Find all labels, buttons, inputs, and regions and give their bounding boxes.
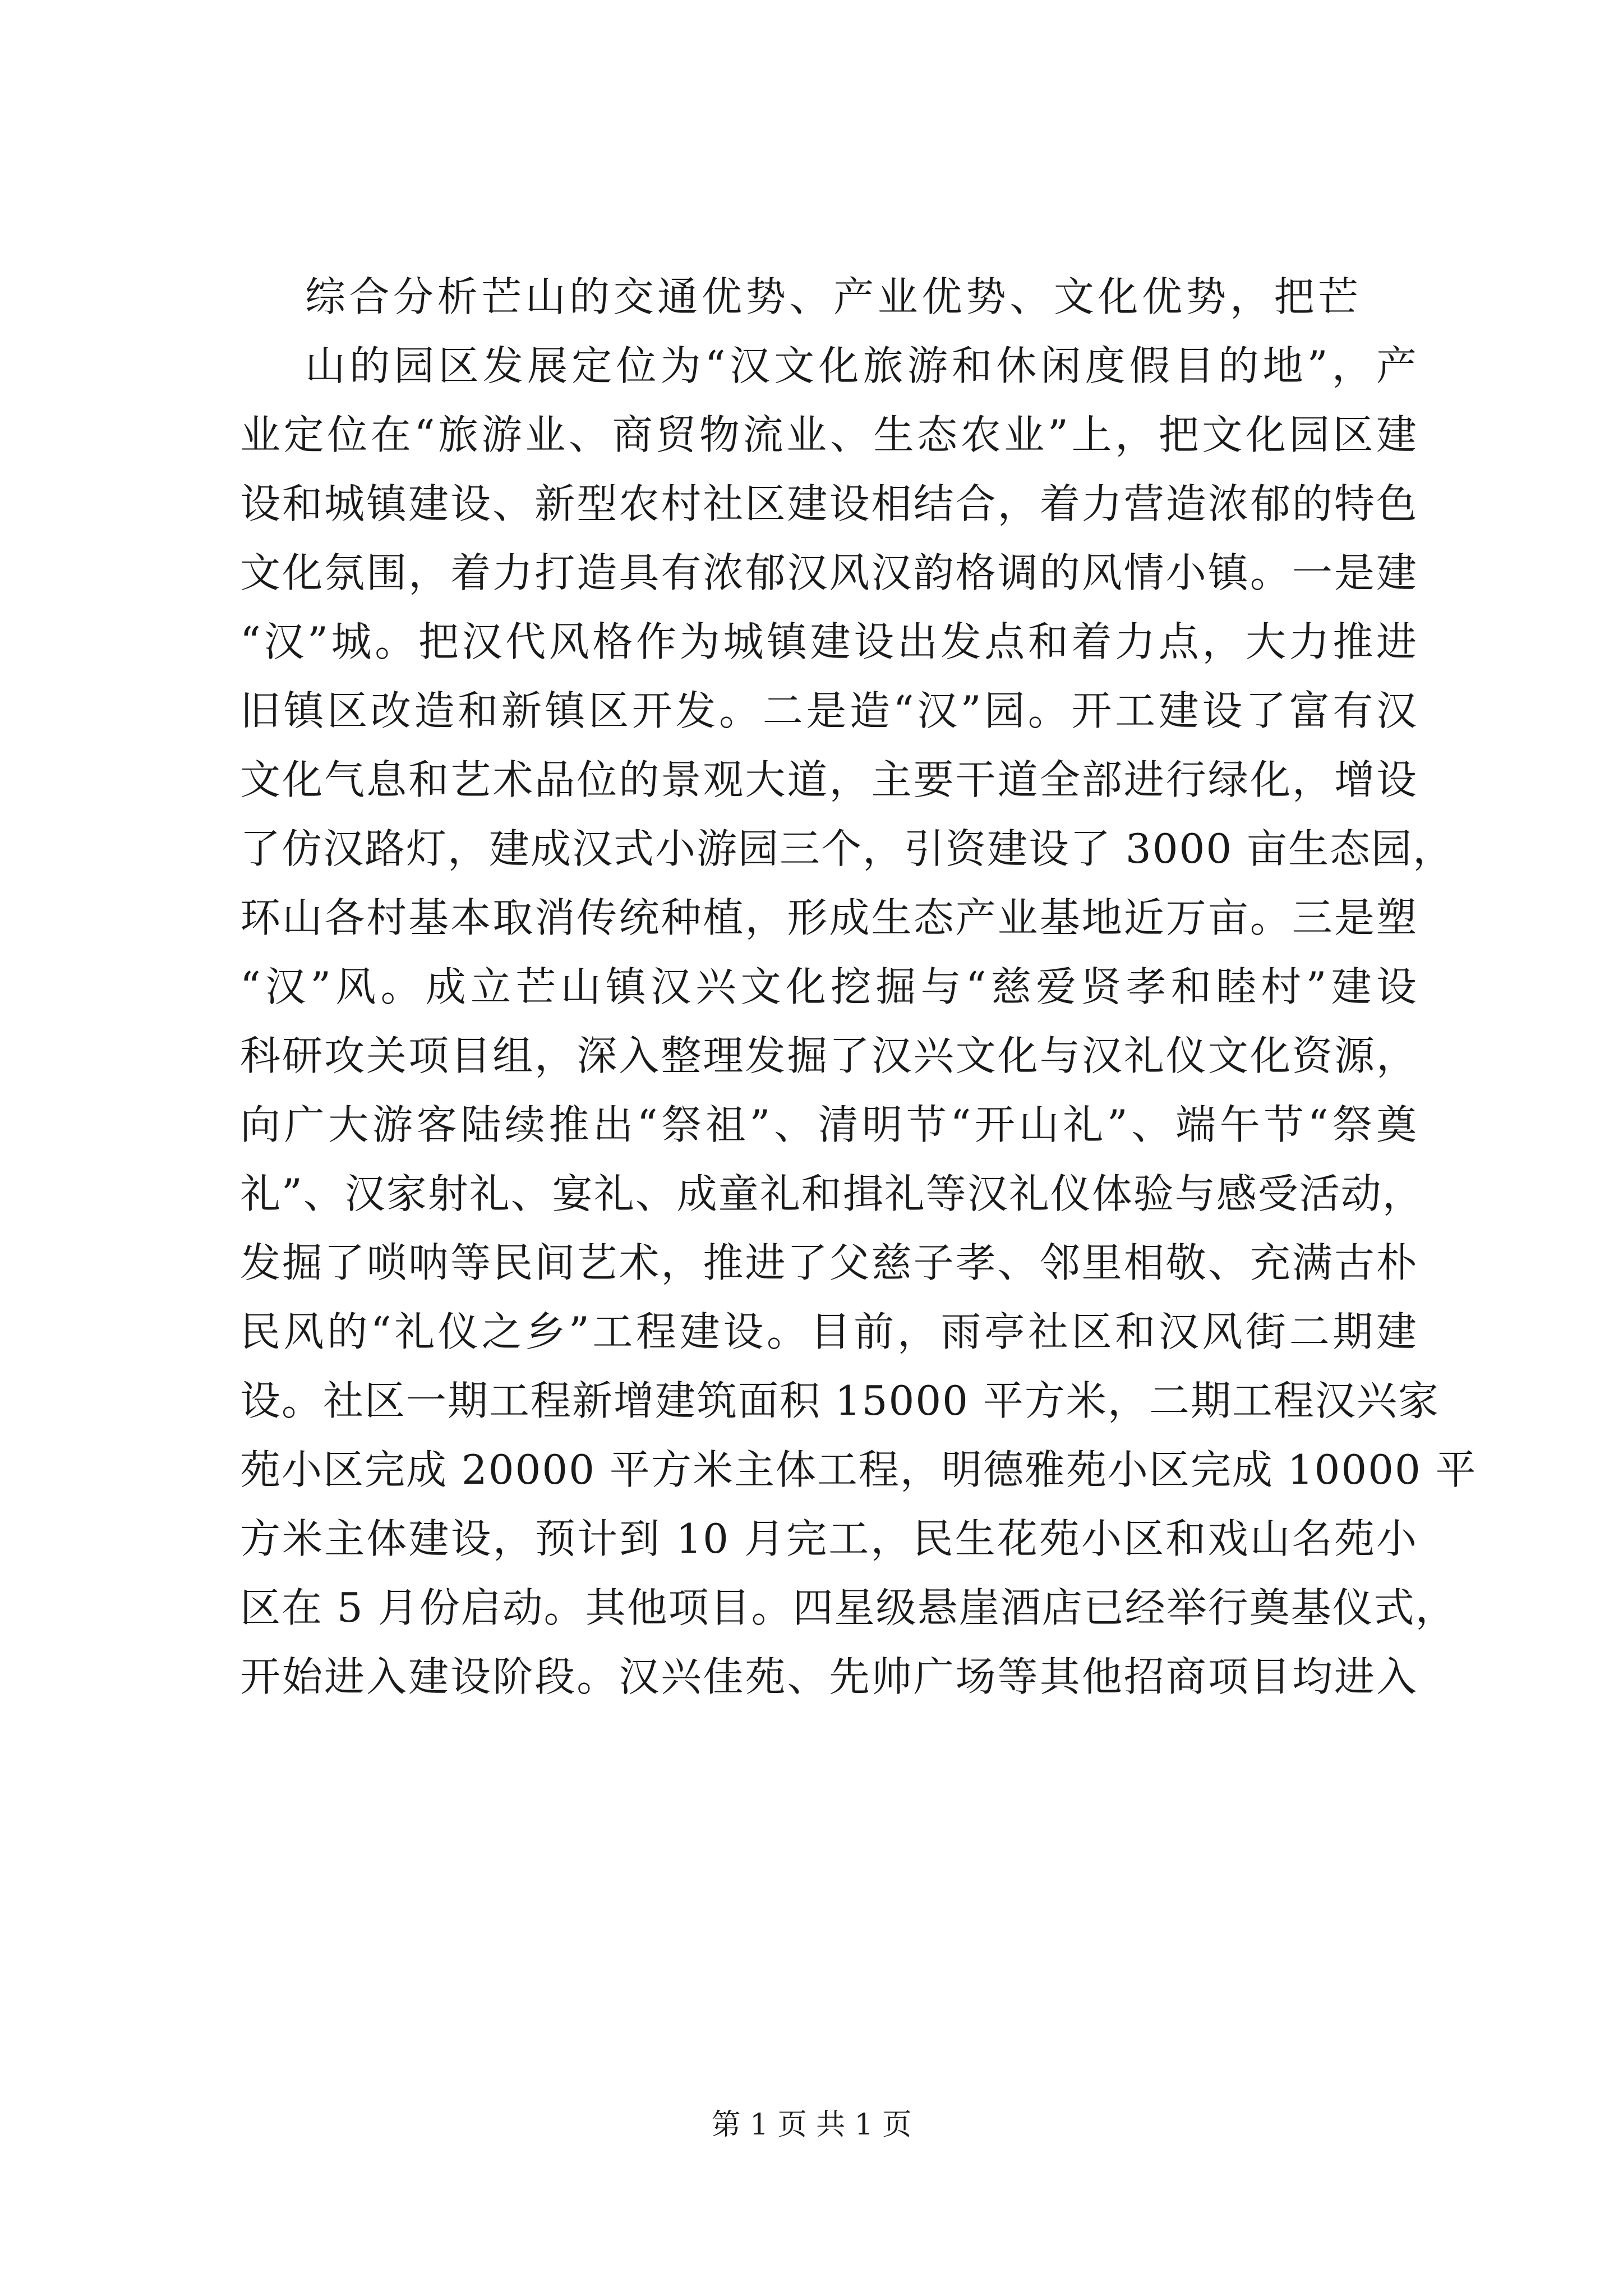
text-line: 开始进入建设阶段。汉兴佳苑、先帅广场等其他招商项目均进入 — [240, 1653, 1418, 1700]
text-line: 文化氛围，着力打造具有浓郁汉风汉韵格调的风情小镇。一是建 — [240, 549, 1418, 596]
text-line: 苑小区完成 20000 平方米主体工程，明德雅苑小区完成 10000 平 — [240, 1446, 1477, 1493]
body-paragraph — [240, 263, 1477, 1711]
text-line: 文化气息和艺术品位的景观大道，主要干道全部进行绿化，增设 — [240, 756, 1418, 803]
text-line: 方米主体建设，预计到 10 月完工，民生花苑小区和戏山名苑小 — [240, 1515, 1418, 1562]
text-line: 环山各村基本取消传统种植，形成生态产业基地近万亩。三是塑 — [240, 894, 1418, 941]
text-line: 设和城镇建设、新型农村社区建设相结合，着力营造浓郁的特色 — [240, 480, 1418, 527]
text-line: 民风的“礼仪之乡”工程建设。目前，雨亭社区和汉风街二期建 — [240, 1308, 1418, 1355]
text-line: “汉”城。把汉代风格作为城镇建设出发点和着力点，大力推进 — [240, 618, 1418, 665]
text-line: 礼”、汉家射礼、宴礼、成童礼和揖礼等汉礼仪体验与感受活动， — [240, 1170, 1424, 1217]
text-line: 山的园区发展定位为“汉文化旅游和休闲度假目的地”，产 — [305, 342, 1418, 389]
text-line: 综合分析芒山的交通优势、产业优势、文化优势，把芒 — [305, 273, 1359, 320]
text-line: 科研攻关项目组，深入整理发掘了汉兴文化与汉礼仪文化资源， — [240, 1032, 1418, 1079]
text-line: 旧镇区改造和新镇区开发。二是造“汉”园。开工建设了富有汉 — [240, 687, 1418, 734]
text-line: “汉”风。成立芒山镇汉兴文化挖掘与“慈爱贤孝和睦村”建设 — [240, 963, 1418, 1010]
text-line: 发掘了唢呐等民间艺术，推进了父慈子孝、邻里相敬、充满古朴 — [240, 1239, 1418, 1286]
page-number-footer: 第 1 页 共 1 页 — [711, 2108, 912, 2142]
text-line: 业定位在“旅游业、商贸物流业、生态农业”上，把文化园区建 — [240, 411, 1418, 458]
text-line: 区在 5 月份启动。其他项目。四星级悬崖酒店已经举行奠基仪式， — [240, 1584, 1457, 1631]
text-line: 设。社区一期工程新增建筑面积 15000 平方米，二期工程汉兴家 — [240, 1377, 1440, 1424]
text-line: 了仿汉路灯，建成汉式小游园三个，引资建设了 3000 亩生态园， — [240, 825, 1455, 872]
text-line: 向广大游客陆续推出“祭祖”、清明节“开山礼”、端午节“祭奠 — [240, 1101, 1418, 1148]
